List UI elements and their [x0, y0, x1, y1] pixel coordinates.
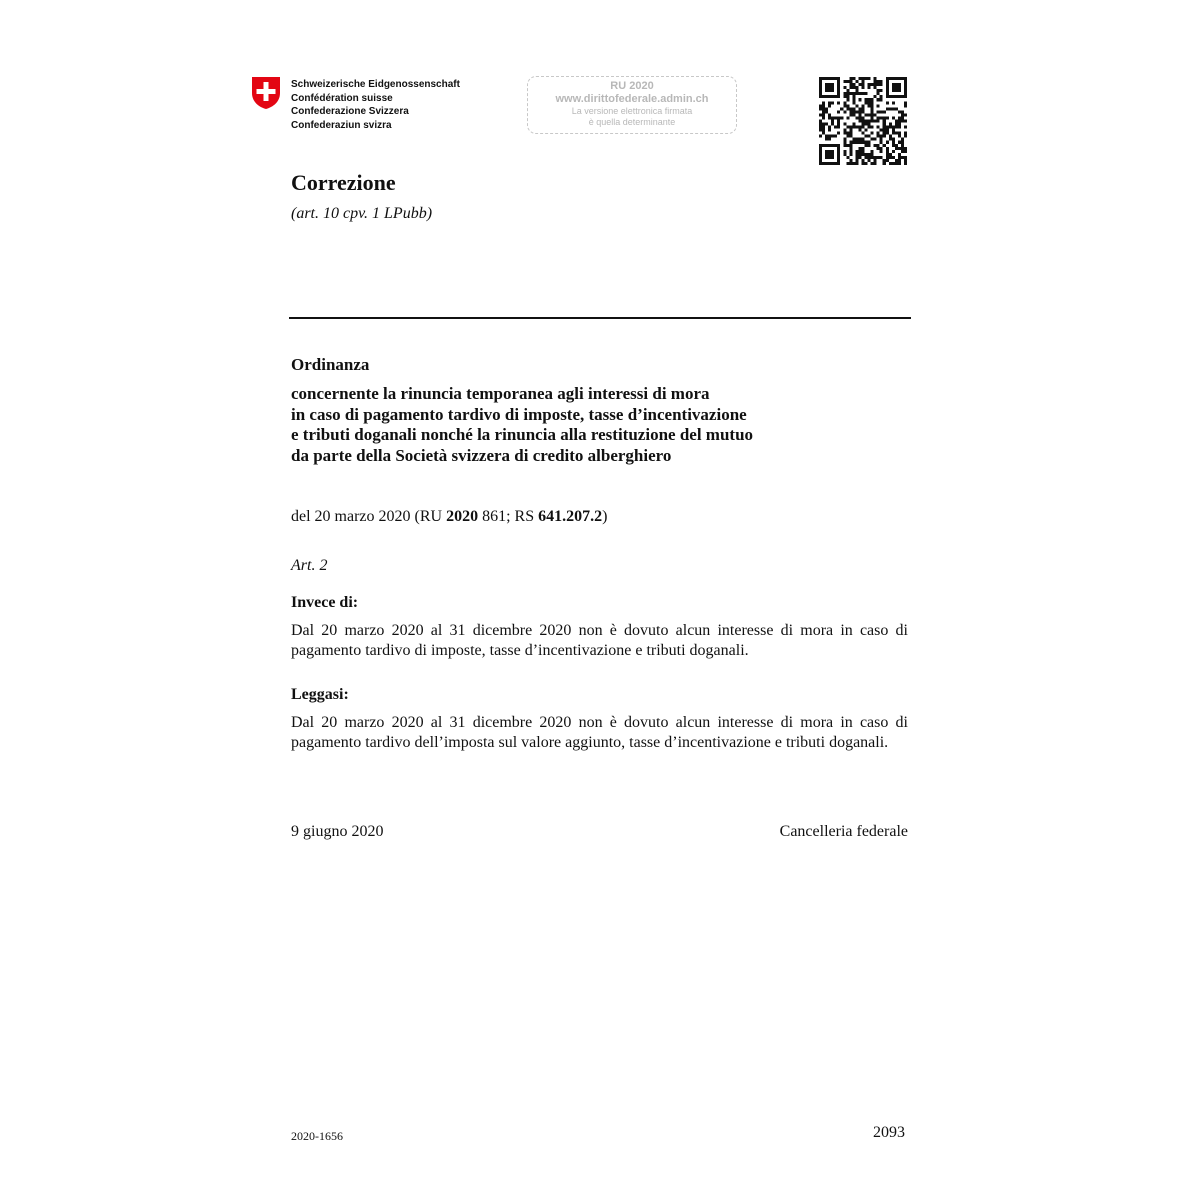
agency-line-de: Schweizerische Eidgenossenschaft: [291, 79, 460, 90]
document-number: 2020-1656: [291, 1129, 343, 1143]
instead-text: Dal 20 marzo 2020 al 31 dicembre 2020 non è dovuto alcun interesse di mora in caso di pagamento tardivo di imposte, tasse d’incentivazione e tributi doganali.: [291, 622, 908, 659]
swiss-cross-icon: [251, 76, 281, 110]
rs-number: 641.207.2: [538, 508, 603, 525]
read-label: Leggasi:: [291, 686, 349, 703]
agency-line-it: Confederazione Svizzera: [291, 106, 409, 117]
date-prefix: del 20 marzo 2020 (RU: [291, 508, 447, 525]
ordinance-title-line: da parte della Società svizzera di credito alberghiero: [291, 445, 672, 465]
article-heading: Art. 2: [291, 557, 328, 574]
page-subtitle: (art. 10 cpv. 1 LPubb): [291, 205, 433, 222]
ru-page: 861; RS: [478, 508, 539, 525]
electronic-signature-stamp: [527, 76, 737, 134]
ordinance-label: Ordinanza: [291, 355, 370, 374]
stamp-note-2: è quella determinante: [588, 117, 676, 127]
stamp-url: www.dirittofederale.admin.ch: [555, 93, 709, 105]
page-title: Correzione: [291, 170, 396, 195]
ordinance-title-line: in caso di pagamento tardivo di imposte, tasse d’incentivazione: [291, 404, 747, 424]
stamp-note-1: La versione elettronica firmata: [571, 106, 693, 116]
date-suffix: ): [602, 508, 608, 525]
ru-year: 2020: [446, 508, 479, 525]
ordinance-date: [291, 508, 607, 526]
qr-code-icon: [819, 77, 907, 165]
ordinance-title: [291, 384, 911, 466]
agency-line-fr: Confédération suisse: [291, 92, 393, 104]
agency-name-block: [291, 78, 460, 132]
signature-date: 9 giugno 2020: [291, 823, 384, 840]
page-number: 2093: [873, 1124, 905, 1141]
instead-label: Invece di:: [291, 594, 359, 611]
stamp-ru: RU 2020: [610, 80, 654, 92]
read-text: Dal 20 marzo 2020 al 31 dicembre 2020 non è dovuto alcun interesse di mora in caso di pagamento tardivo dell’imposta sul valore aggiunto, tasse d’incentivazione e tributi doganali.: [291, 714, 908, 751]
ordinance-title-line: concernente la rinuncia temporanea agli interessi di mora: [291, 384, 710, 403]
signature-organization: Cancelleria federale: [779, 823, 908, 840]
agency-line-rm: Confederaziun svizra: [291, 119, 392, 131]
ordinance-title-line: e tributi doganali nonché la rinuncia alla restituzione del mutuo: [291, 425, 754, 444]
divider: [289, 317, 911, 319]
